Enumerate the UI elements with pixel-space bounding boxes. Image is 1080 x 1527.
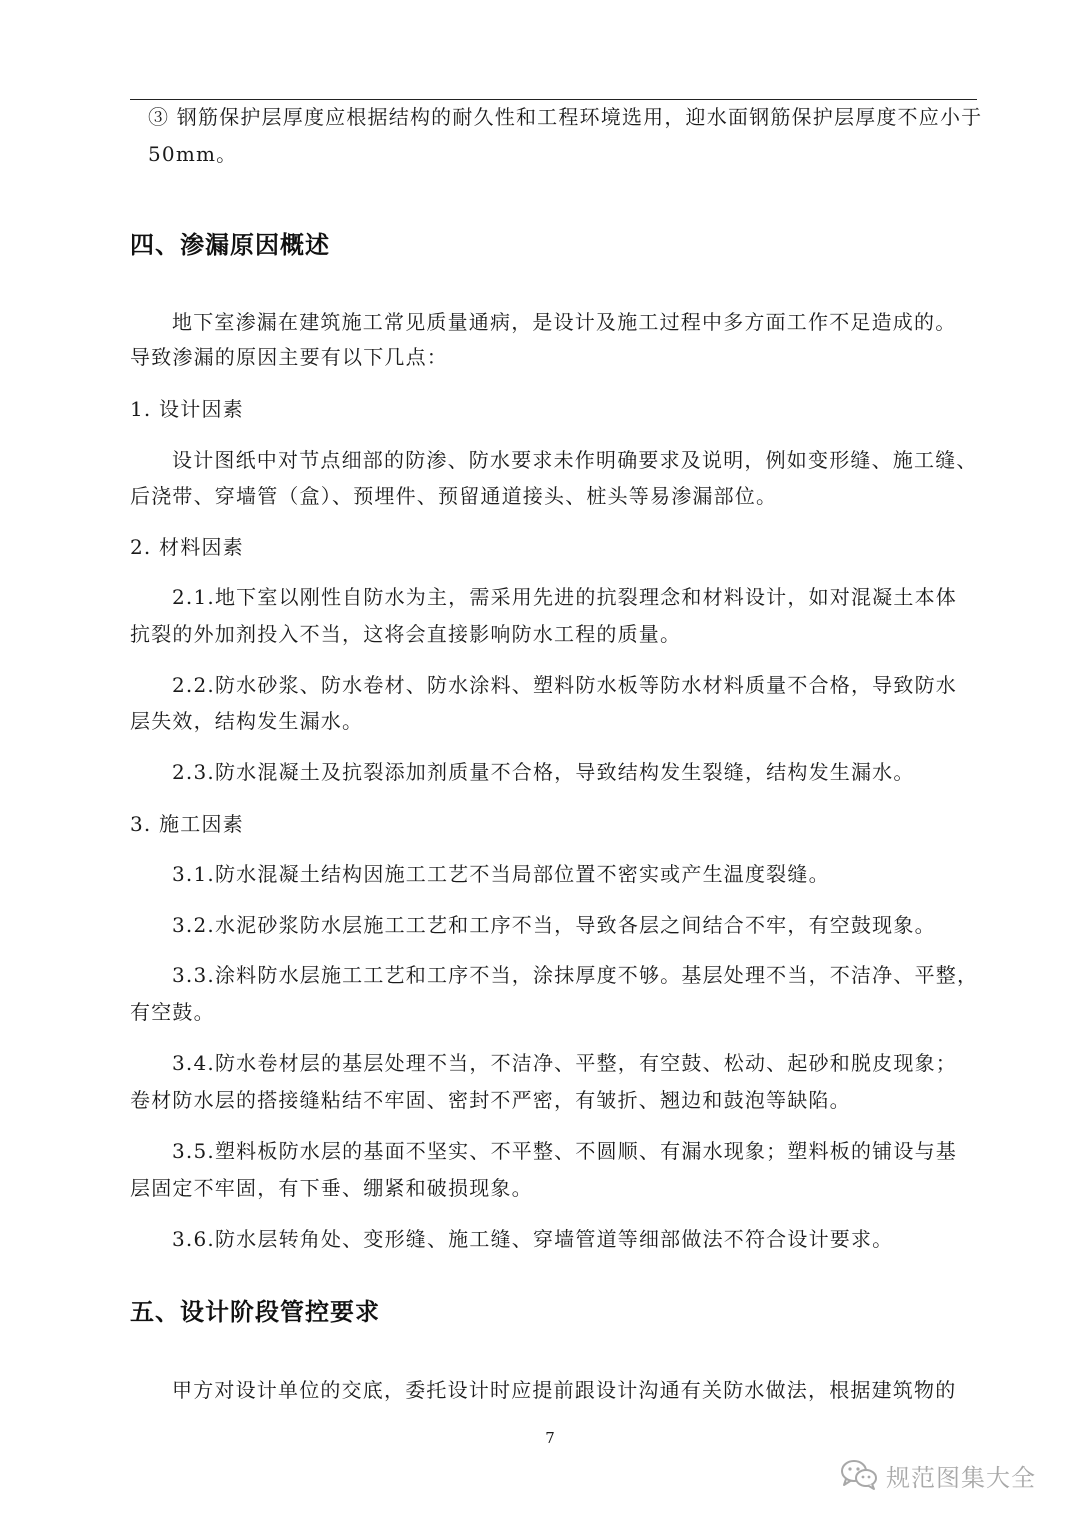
text-line: 抗裂的外加剂投入不当，这将会直接影响防水工程的质量。 bbox=[130, 622, 682, 646]
text-line: 50mm。 bbox=[148, 142, 238, 166]
watermark-text: 规范图集大全 bbox=[886, 1463, 1036, 1492]
subsection-title: 1. 设计因素 bbox=[130, 397, 244, 421]
text-line: 2.2.防水砂浆、防水卷材、防水涂料、塑料防水板等防水材料质量不合格，导致防水 bbox=[172, 673, 957, 697]
text-line: 3.6.防水层转角处、变形缝、施工缝、穿墙管道等细部做法不符合设计要求。 bbox=[172, 1227, 894, 1251]
text-line: 3.1.防水混凝土结构因施工工艺不当局部位置不密实或产生温度裂缝。 bbox=[172, 862, 830, 886]
text-line: 层失效，结构发生漏水。 bbox=[130, 709, 364, 733]
page-number: 7 bbox=[545, 1429, 555, 1447]
text-line: 导致渗漏的原因主要有以下几点： bbox=[130, 345, 448, 369]
text-line: 有空鼓。 bbox=[130, 1000, 215, 1024]
text-line: 3.4.防水卷材层的基层处理不当，不洁净、平整，有空鼓、松动、起砂和脱皮现象； bbox=[172, 1051, 957, 1075]
watermark bbox=[840, 1457, 1036, 1493]
section-heading: 四、渗漏原因概述 bbox=[130, 231, 330, 259]
text-line: 3.2.水泥砂浆防水层施工工艺和工序不当，导致各层之间结合不牢，有空鼓现象。 bbox=[172, 913, 936, 937]
subsection-title: 3. 施工因素 bbox=[130, 812, 244, 836]
subsection-title: 2. 材料因素 bbox=[130, 535, 244, 559]
text-line: 设计图纸中对节点细部的防渗、防水要求未作明确要求及说明，例如变形缝、施工缝、 bbox=[172, 448, 978, 472]
text-line: 3.5.塑料板防水层的基面不坚实、不平整、不圆顺、有漏水现象；塑料板的铺设与基 bbox=[172, 1139, 957, 1163]
header-rule bbox=[130, 99, 977, 100]
text-line: 后浇带、穿墙管（盒）、预埋件、预留通道接头、桩头等易渗漏部位。 bbox=[130, 484, 778, 508]
text-line: 地下室渗漏在建筑施工常见质量通病，是设计及施工过程中多方面工作不足造成的。 bbox=[172, 310, 957, 334]
section-heading: 五、设计阶段管控要求 bbox=[130, 1298, 380, 1326]
text-line: 层固定不牢固，有下垂、绷紧和破损现象。 bbox=[130, 1176, 533, 1200]
text-line: 3.3.涂料防水层施工工艺和工序不当，涂抹厚度不够。基层处理不当，不洁净、平整， bbox=[172, 963, 979, 987]
text-line: ③ 钢筋保护层厚度应根据结构的耐久性和工程环境选用，迎水面钢筋保护层厚度不应小于 bbox=[148, 105, 983, 129]
text-line: 2.3.防水混凝土及抗裂添加剂质量不合格，导致结构发生裂缝，结构发生漏水。 bbox=[172, 760, 915, 784]
text-line: 卷材防水层的搭接缝粘结不牢固、密封不严密，有皱折、翘边和鼓泡等缺陷。 bbox=[130, 1088, 851, 1112]
text-line: 甲方对设计单位的交底，委托设计时应提前跟设计沟通有关防水做法，根据建筑物的 bbox=[172, 1378, 957, 1402]
wechat-icon bbox=[840, 1459, 878, 1491]
text-line: 2.1.地下室以刚性自防水为主，需采用先进的抗裂理念和材料设计，如对混凝土本体 bbox=[172, 585, 957, 609]
